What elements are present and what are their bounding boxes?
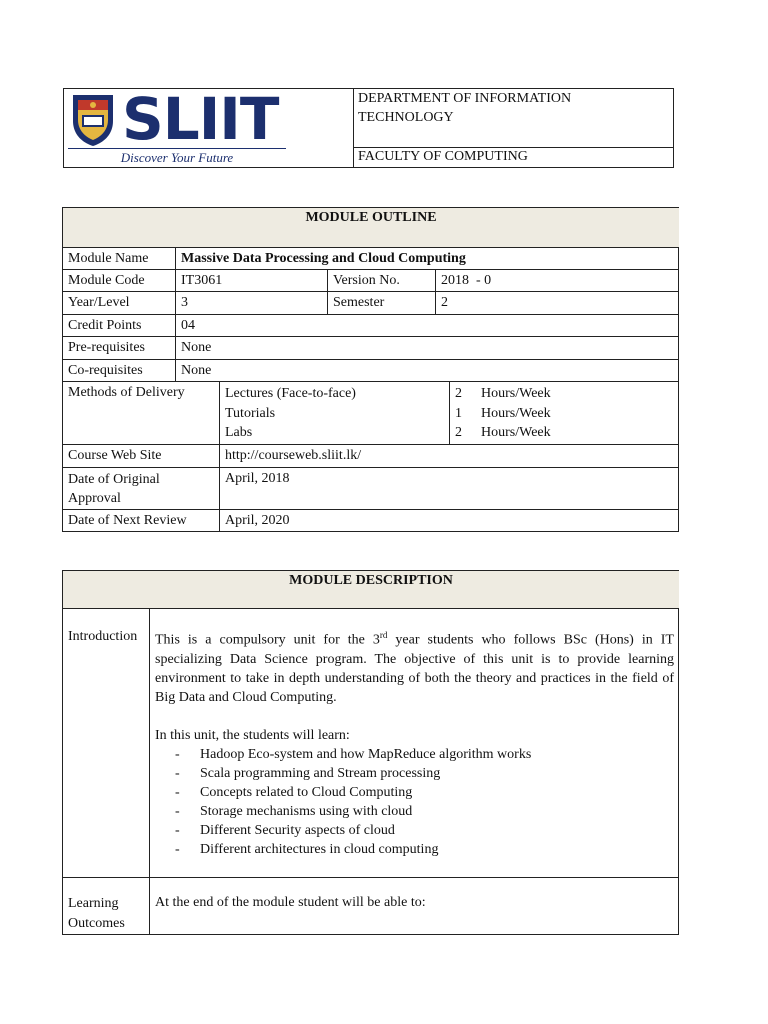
learn-intro: In this unit, the students will learn: — [155, 727, 350, 743]
module-name-value: Massive Data Processing and Cloud Computing — [175, 247, 679, 269]
introduction-paragraph — [155, 626, 674, 707]
logo-cell — [64, 85, 354, 167]
module-description-title: MODULE DESCRIPTION — [62, 570, 679, 608]
list-item: - Concepts related to Cloud Computing — [155, 783, 674, 802]
list-item: - Scala programming and Stream processing — [155, 764, 674, 783]
document-header — [63, 85, 674, 168]
hours-unit: Hours/Week — [481, 386, 551, 401]
coreq-value: None — [175, 359, 679, 381]
version-value: 2018 - 0 — [435, 269, 679, 291]
intro-text-rest: year students who follows BSc (Hons) in IT specializing Data Science program. The objective of this unit is to provide learning environment to take in depth understanding of both the theory and practices in the field of Big Data and Cloud Computing. — [155, 632, 674, 705]
hours-unit: Hours/Week — [481, 425, 551, 440]
department-name: DEPARTMENT OF INFORMATION TECHNOLOGY — [354, 89, 673, 148]
intro-text-start: This is a compulsory unit for the 3 — [155, 632, 380, 648]
approval-value: April, 2018 — [219, 467, 679, 509]
credit-value: 04 — [175, 314, 679, 336]
delivery-hours — [449, 381, 679, 444]
delivery-method: Lectures (Face-to-face) — [225, 386, 356, 401]
semester-value: 2 — [435, 291, 679, 314]
delivery-label: Methods of Delivery — [62, 381, 219, 444]
introduction-content — [149, 608, 679, 877]
list-item: - Different architectures in cloud computing — [155, 840, 674, 859]
logo-wordmark: SLIIT — [122, 85, 279, 153]
prereq-value: None — [175, 336, 679, 359]
review-value: April, 2020 — [219, 509, 679, 532]
introduction-label: Introduction — [62, 608, 149, 877]
hours-value: 1 — [455, 405, 462, 421]
module-outline-table — [62, 207, 679, 532]
learning-outcomes-label: Learning Outcomes — [62, 877, 149, 935]
list-item: - Storage mechanisms using with cloud — [155, 802, 674, 821]
year-value: 3 — [175, 291, 327, 314]
intro-ordinal-suffix: rd — [379, 630, 388, 640]
website-label: Course Web Site — [62, 444, 219, 467]
crest-icon — [70, 91, 116, 147]
review-label: Date of Next Review — [62, 509, 219, 532]
module-name-label: Module Name — [62, 247, 175, 269]
hours-value: 2 — [455, 386, 462, 401]
learning-outcomes-content: At the end of the module student will be able to: — [149, 877, 679, 935]
year-label: Year/Level — [62, 291, 175, 314]
sliit-logo — [68, 85, 348, 165]
module-code-label: Module Code — [62, 269, 175, 291]
approval-label: Date of Original Approval — [62, 467, 219, 509]
prereq-label: Pre-requisites — [62, 336, 175, 359]
delivery-hours-row — [455, 404, 674, 424]
credit-label: Credit Points — [62, 314, 175, 336]
semester-label: Semester — [327, 291, 435, 314]
logo-tagline: Discover Your Future — [68, 148, 286, 165]
hours-unit: Hours/Week — [481, 405, 551, 421]
module-description-table — [62, 570, 679, 935]
topic-list — [155, 745, 674, 859]
delivery-method: Labs — [225, 425, 253, 440]
faculty-name: FACULTY OF COMPUTING — [358, 149, 528, 164]
website-link[interactable]: http://courseweb.sliit.lk/ — [219, 444, 679, 467]
module-outline-title: MODULE OUTLINE — [62, 207, 679, 247]
delivery-methods — [219, 381, 449, 444]
hours-value: 2 — [455, 425, 462, 440]
list-item: - Hadoop Eco-system and how MapReduce algorithm works — [155, 745, 674, 764]
delivery-hours-row — [455, 384, 674, 404]
delivery-method: Tutorials — [225, 405, 276, 421]
module-code-value: IT3061 — [175, 269, 327, 291]
coreq-label: Co-requisites — [62, 359, 175, 381]
version-label: Version No. — [327, 269, 435, 291]
delivery-hours-row — [455, 423, 674, 443]
list-item: - Different Security aspects of cloud — [155, 821, 674, 840]
